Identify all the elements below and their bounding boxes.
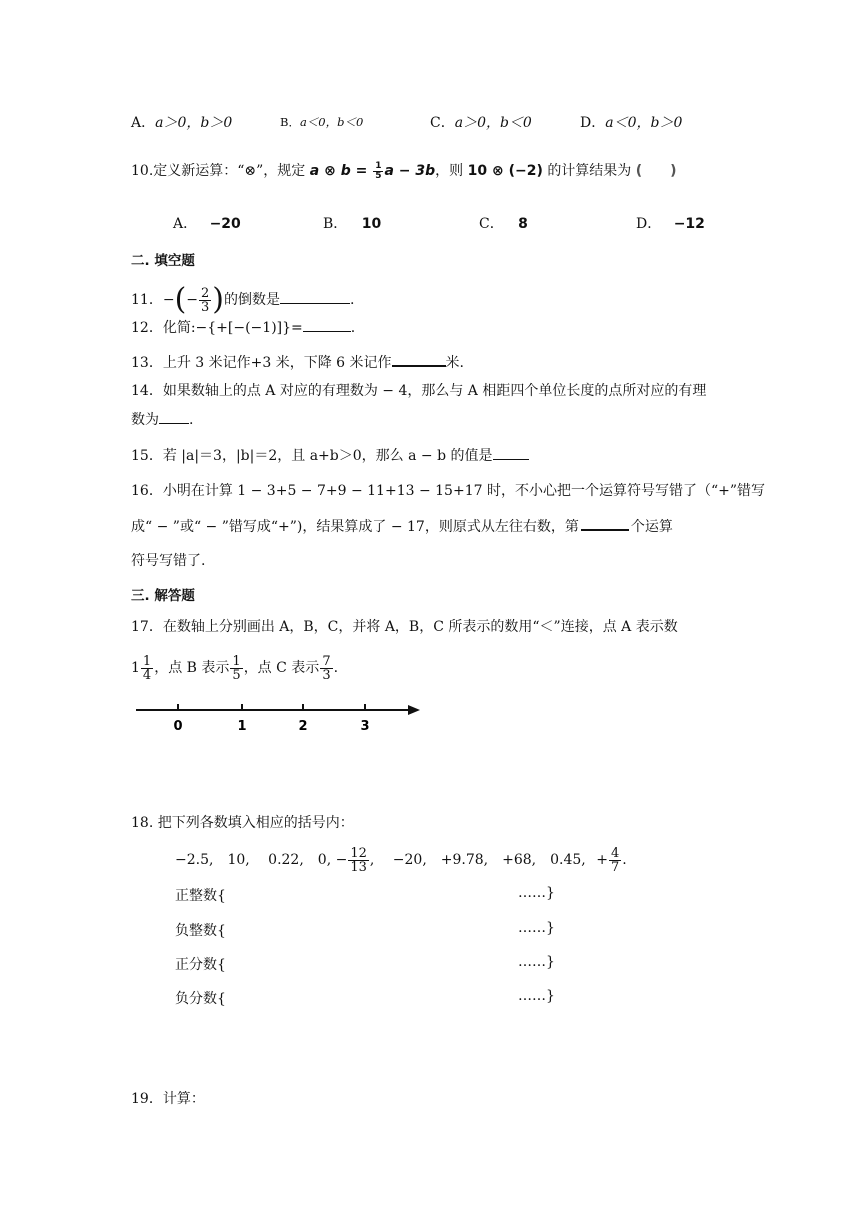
question-12 bbox=[131, 318, 355, 338]
category-label: 正整数{ bbox=[175, 888, 226, 904]
question-17-line2 bbox=[131, 648, 338, 688]
q10-suffix: 的计算结果为 bbox=[547, 163, 632, 179]
option-letter: A． bbox=[131, 115, 156, 131]
question-14-line2 bbox=[131, 410, 193, 430]
answer-blank[interactable] bbox=[303, 331, 351, 332]
left-paren: ( bbox=[174, 282, 187, 317]
frac-denominator: 4 bbox=[142, 667, 152, 683]
q11-text: 的倒数是 bbox=[224, 292, 281, 308]
category-positive-integer[interactable] bbox=[175, 885, 575, 905]
option-value: −12 bbox=[673, 216, 705, 232]
q10-option-b bbox=[323, 213, 381, 233]
question-13 bbox=[131, 353, 464, 373]
option-expr: a＞0，b＞0 bbox=[155, 115, 233, 131]
question-16-line2 bbox=[131, 517, 673, 537]
option-letter: B． bbox=[280, 115, 300, 129]
option-expr: a＜0，b＞0 bbox=[605, 115, 683, 131]
right-paren: ) bbox=[212, 282, 225, 317]
q10-option-a bbox=[173, 213, 241, 233]
q9-option-b bbox=[280, 114, 363, 130]
numbers-b: , −20, +9.78, +68, 0.45, bbox=[369, 852, 586, 868]
category-negative-fraction[interactable] bbox=[175, 988, 575, 1008]
number-line bbox=[130, 698, 430, 738]
frac-numerator: 2 bbox=[201, 285, 210, 301]
option-value: −20 bbox=[209, 216, 241, 232]
option-letter: A． bbox=[173, 216, 198, 232]
answer-blank[interactable] bbox=[280, 303, 350, 304]
q16-line2a: 成“ − ”或“ − ”错写成“+”)，结果算成了 − 17，则原式从左往右数，第 bbox=[131, 519, 579, 535]
q9-option-a bbox=[131, 112, 232, 132]
answer-blank[interactable] bbox=[493, 459, 529, 460]
axis-arrow-icon bbox=[408, 705, 420, 715]
q11-inner-sign: − bbox=[186, 292, 199, 308]
option-letter: D． bbox=[636, 216, 662, 232]
category-dots: ……} bbox=[518, 920, 555, 936]
pos-fraction bbox=[609, 847, 621, 874]
category-label: 正分数{ bbox=[175, 957, 226, 973]
q15-text: 15．若 |a|＝3，|b|＝2，且 a+b＞0，那么 a − b 的值是 bbox=[131, 448, 493, 464]
q17-end: . bbox=[333, 660, 339, 676]
q10-option-c bbox=[479, 213, 528, 233]
q18-end: . bbox=[622, 852, 627, 868]
q9-option-c bbox=[430, 112, 532, 132]
q16-line2b: 个运算 bbox=[630, 519, 673, 535]
tick-label-3: 3 bbox=[360, 719, 370, 734]
section-heading-answer: 三. 解答题 bbox=[131, 588, 195, 604]
frac-denominator: 5 bbox=[375, 170, 382, 181]
q11-fraction bbox=[199, 287, 211, 314]
question-18-title: 18. 把下列各数填入相应的括号内： bbox=[131, 815, 354, 831]
frac-denominator: 5 bbox=[232, 667, 241, 683]
answer-paren: ( ) bbox=[635, 163, 677, 179]
point-b-fraction bbox=[230, 655, 242, 682]
category-dots: ……} bbox=[518, 885, 555, 901]
q10-option-d bbox=[636, 213, 705, 233]
point-b-text: ，点 B 表示 bbox=[154, 660, 230, 676]
answer-blank[interactable] bbox=[581, 529, 629, 531]
q11-sign: − bbox=[162, 292, 175, 308]
q9-option-d bbox=[580, 112, 682, 132]
frac-numerator: 1 bbox=[232, 653, 241, 669]
frac-numerator: 12 bbox=[350, 845, 367, 861]
frac-numerator: 1 bbox=[142, 653, 152, 669]
q10-prefix: 10.定义新运算：“⊗”，规定 bbox=[131, 163, 306, 179]
question-18-numbers bbox=[175, 840, 627, 880]
frac-denominator: 3 bbox=[201, 299, 210, 315]
frac-numerator: 1 bbox=[375, 160, 382, 171]
q13-text: 13．上升 3 米记作+3 米，下降 6 米记作 bbox=[131, 355, 392, 371]
option-letter: D． bbox=[580, 115, 606, 131]
neg-sign: − bbox=[335, 852, 348, 868]
category-dots: ……} bbox=[518, 954, 555, 970]
frac-denominator: 7 bbox=[610, 859, 620, 875]
rule-fraction bbox=[373, 162, 383, 181]
q12-text: 12．化简:−{+[−(−1)]}= bbox=[131, 320, 303, 336]
option-letter: B． bbox=[323, 216, 348, 232]
option-value: 10 bbox=[361, 216, 382, 232]
frac-denominator: 3 bbox=[322, 667, 331, 683]
frac-denominator: 13 bbox=[350, 859, 367, 875]
category-label: 负分数{ bbox=[175, 991, 226, 1007]
question-14-line1: 14．如果数轴上的点 A 对应的有理数为 − 4，那么与 A 相距四个单位长度的点所对应的有理 bbox=[131, 383, 707, 399]
option-expr: a＞0，b＜0 bbox=[454, 115, 532, 131]
category-dots: ……} bbox=[518, 988, 555, 1004]
category-label: 负整数{ bbox=[175, 923, 226, 939]
question-17-line1: 17．在数轴上分别画出 A，B，C，并将 A，B，C 所表示的数用“＜”连接，点 A 表示数 bbox=[131, 619, 678, 635]
question-15 bbox=[131, 446, 529, 466]
q14-end: . bbox=[189, 412, 194, 428]
q11-num: 11． bbox=[131, 292, 163, 308]
answer-blank[interactable] bbox=[392, 365, 446, 367]
point-c-fraction bbox=[320, 655, 332, 682]
question-16-line1: 16．小明在计算 1 − 3+5 − 7+9 − 11+13 − 15+17 时，不小心把一个运算符号写错了（“+”错写 bbox=[131, 483, 765, 499]
tick-label-2: 2 bbox=[298, 719, 308, 734]
q12-end: . bbox=[350, 320, 356, 336]
tick-label-0: 0 bbox=[173, 719, 183, 734]
q14-line2: 数为 bbox=[131, 412, 159, 428]
rule-lhs: a ⊗ b = bbox=[309, 163, 373, 179]
question-19: 19．计算： bbox=[131, 1091, 205, 1107]
mixed-whole: 1 bbox=[131, 660, 140, 676]
q11-end: . bbox=[350, 292, 355, 308]
frac-numerator: 4 bbox=[610, 845, 620, 861]
pos-sign: + bbox=[596, 852, 608, 868]
point-a-fraction bbox=[141, 655, 153, 682]
option-letter: C． bbox=[430, 115, 455, 131]
question-16-line3: 符号写错了. bbox=[131, 553, 206, 569]
tick-label-1: 1 bbox=[237, 719, 247, 734]
option-letter: C． bbox=[479, 216, 504, 232]
category-positive-fraction[interactable] bbox=[175, 954, 575, 974]
q10-middle: ，则 bbox=[435, 163, 464, 179]
q10-stem bbox=[131, 158, 677, 184]
q13-end: 米. bbox=[445, 355, 464, 371]
question-11 bbox=[131, 283, 354, 317]
rule-rhs: a − 3b bbox=[384, 163, 436, 179]
neg-fraction bbox=[348, 847, 369, 874]
frac-numerator: 7 bbox=[322, 653, 331, 669]
option-expr: a＜0，b＜0 bbox=[299, 115, 364, 129]
q10-rule bbox=[309, 160, 436, 181]
point-c-text: ，点 C 表示 bbox=[243, 660, 320, 676]
q10-expr: 10 ⊗ (−2) bbox=[467, 163, 543, 179]
option-value: 8 bbox=[518, 216, 528, 232]
answer-blank[interactable] bbox=[159, 423, 189, 424]
section-heading-fill: 二. 填空题 bbox=[131, 253, 195, 269]
numbers-a: −2.5, 10, 0.22, 0, bbox=[175, 852, 332, 868]
category-negative-integer[interactable] bbox=[175, 920, 575, 940]
